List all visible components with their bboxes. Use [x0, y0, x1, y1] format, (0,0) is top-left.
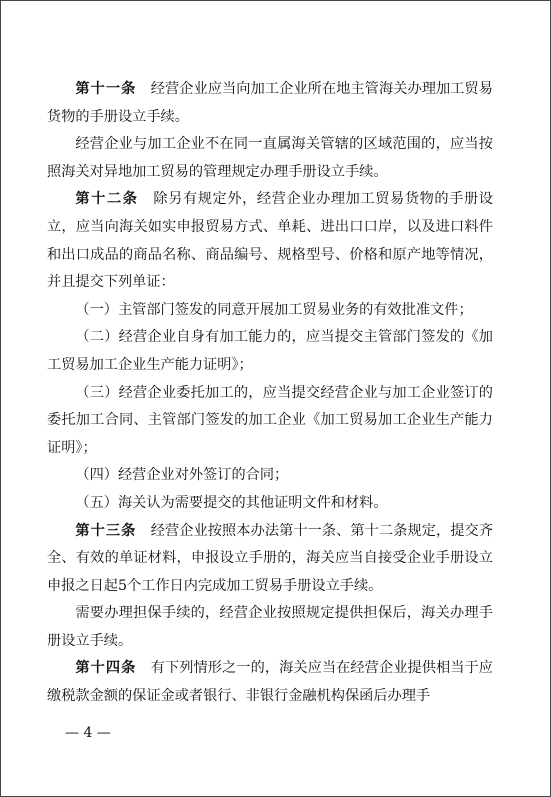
article-13-para-2: 需要办理担保手续的，经营企业按照规定提供担保后，海关办理手册设立手续。 — [47, 605, 493, 649]
article-12-para-1 — [47, 186, 493, 296]
article-11-text-1: 经营企业应当向加工企业所在地主管海关办理加工贸易货物的手册设立手续。 — [47, 81, 493, 125]
article-14-title: 第十四条 — [75, 660, 137, 677]
article-12-item-3: （三）经营企业委托加工的，应当提交经营企业与加工企业签订的委托加工合同、主管部门签发的加工企业《加工贸易加工企业生产能力证明》； — [47, 384, 493, 456]
article-13-text-1: 经营企业按照本办法第十一条、第十二条规定，提交齐全、有效的单证材料，申报设立手册的，海关应当自接受企业手册设立申报之日起5个工作日内完成加工贸易手册设立手续。 — [47, 522, 493, 594]
article-11-title: 第十一条 — [75, 81, 137, 97]
article-12-item-2: （二）经营企业自身有加工能力的，应当提交主管部门签发的《加工贸易加工企业生产能力证明》； — [47, 329, 493, 373]
document-body — [47, 76, 493, 711]
page-number: — 4 — — [65, 725, 111, 741]
article-13-title: 第十三条 — [75, 522, 137, 539]
article-12-text-1: 除另有规定外，经营企业办理加工贸易货物的手册设立，应当向海关如实申报贸易方式、单耗、进出口口岸，以及进口料件和出口成品的商品名称、商品编号、规格型号、价格和原产地等情况，并且提交下列单证： — [47, 191, 493, 291]
article-12-item-4: （四）经营企业对外签订的合同； — [75, 467, 289, 484]
article-11-para-2: 经营企业与加工企业不在同一直属海关管辖的区域范围的，应当按照海关对异地加工贸易的管理规定办理手册设立手续。 — [47, 136, 493, 180]
article-13-para-1 — [47, 518, 493, 601]
article-14-text-1: 有下列情形之一的，海关应当在经营企业提供相当于应缴税款金额的保证金或者银行、非银行金融机构保函后办理手 — [47, 660, 493, 705]
article-12-item-1: （一）主管部门签发的同意开展加工贸易业务的有效批准文件； — [75, 301, 473, 318]
article-12-item-5: （五）海关认为需要提交的其他证明文件和材料。 — [75, 494, 388, 511]
article-11-para-1 — [47, 76, 493, 131]
article-12-title: 第十二条 — [75, 191, 139, 208]
article-14-para-1 — [47, 655, 493, 710]
